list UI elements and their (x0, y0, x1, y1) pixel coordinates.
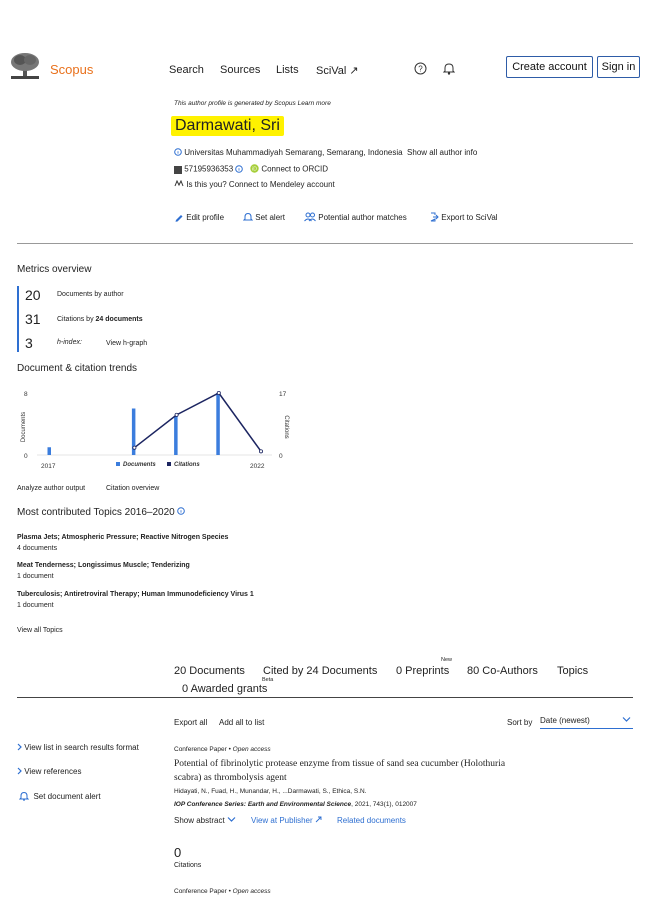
beta-badge: Beta (262, 677, 274, 683)
doc-details: , 2021, 743(1), 012007 (351, 801, 417, 808)
affiliation-row (174, 148, 477, 158)
info-icon (174, 148, 182, 158)
documents-bar (216, 393, 220, 455)
doc-type: Conference Paper (174, 746, 227, 753)
citations-point (175, 413, 178, 416)
scopus-brand[interactable]: Scopus (50, 62, 94, 77)
external-link-icon (315, 816, 322, 825)
documents-label: Documents by author (57, 291, 124, 298)
svg-text:iD: iD (252, 166, 257, 173)
chevron-right-icon (17, 743, 22, 753)
left-axis-max: 8 (24, 391, 28, 398)
set-alert-action[interactable]: Set alert (243, 212, 285, 224)
export-to-scival-action[interactable]: Export to SciVal (429, 212, 498, 224)
export-all-button[interactable]: Export all (174, 718, 208, 727)
elsevier-logo[interactable] (8, 52, 42, 80)
metrics-bar (17, 286, 19, 352)
tabs-divider (17, 697, 633, 698)
legend-citations-swatch (167, 462, 171, 466)
chevron-right-icon (17, 767, 22, 777)
add-all-to-list-button[interactable]: Add all to list (219, 718, 265, 727)
set-document-alert-link[interactable]: Set document alert (19, 791, 101, 803)
left-axis-label: Documents (21, 411, 27, 443)
author-id: 57195936353 (184, 164, 234, 174)
topic-item[interactable]: Meat Tenderness; Longissimus Muscle; Tenderizing 1 document (17, 562, 190, 580)
doc-journal: IOP Conference Series: Earth and Environmental Science (174, 801, 352, 808)
affiliation[interactable]: Universitas Muhammadiyah Semarang, Semarang, Indonesia (184, 148, 403, 158)
info-icon (235, 165, 243, 175)
chevron-down-icon (227, 816, 236, 825)
doc-type: Conference Paper (174, 888, 227, 895)
legend-documents-swatch (116, 462, 120, 466)
export-icon (429, 212, 439, 224)
show-abstract-button[interactable]: Show abstract (174, 816, 236, 825)
documents-count[interactable]: 20 (25, 287, 41, 303)
mendeley-row (174, 180, 335, 189)
citation-overview-link[interactable]: Citation overview (106, 485, 160, 492)
h-index-value: 3 (25, 335, 33, 351)
open-access-label: Open access (232, 746, 271, 753)
bell-icon (243, 212, 253, 224)
tab-co-authors[interactable]: 80 Co-Authors (467, 665, 538, 677)
id-badge-icon (174, 166, 182, 174)
doc-citations-label: Citations (174, 862, 202, 869)
bell-icon (19, 791, 29, 803)
citations-series-line (134, 393, 261, 451)
h-index-label: h-index: (57, 339, 82, 346)
tab-cited-by[interactable]: Cited by 24 Documents (263, 665, 378, 677)
doc-authors: Hidayati, N., Fuad, H., Munandar, H., ...Darmawati, S., Ethica, S.N. (174, 788, 367, 795)
citations-count[interactable]: 31 (25, 311, 41, 327)
sort-by-label: Sort by (507, 718, 533, 727)
documents-bar (174, 416, 178, 455)
view-h-graph-link[interactable]: View h-graph (106, 340, 148, 347)
chevron-down-icon (622, 716, 631, 725)
tab-awarded-grants[interactable]: 0 Awarded grants (182, 683, 268, 695)
x-tick-end: 2022 (250, 463, 265, 470)
doc-type-row: Conference Paper • Open access (174, 888, 271, 895)
open-access-label: Open access (232, 888, 271, 895)
analyze-author-output-link[interactable]: Analyze author output (17, 485, 86, 492)
citations-point (217, 391, 220, 394)
doc-source (174, 801, 417, 808)
potential-author-matches-action[interactable]: Potential author matches (304, 212, 407, 224)
tab-documents[interactable]: 20 Documents (174, 665, 245, 677)
learn-more-link[interactable]: Learn more (297, 100, 331, 107)
create-account-button[interactable]: Create account (506, 56, 593, 78)
topics-title: Most contributed Topics 2016–2020 (17, 507, 175, 519)
author-id-row (174, 164, 328, 175)
nav-lists[interactable]: Lists (276, 64, 299, 76)
view-at-publisher-link[interactable]: View at Publisher (251, 816, 322, 825)
right-axis-max: 17 (279, 391, 287, 398)
svg-text:?: ? (418, 64, 423, 74)
tab-topics[interactable]: Topics (557, 665, 589, 677)
topics-title-row (17, 507, 185, 518)
tab-preprints[interactable]: 0 Preprints (396, 665, 450, 677)
nav-sources[interactable]: Sources (220, 64, 261, 76)
citations-point (259, 450, 262, 453)
trends-title: Document & citation trends (17, 363, 138, 374)
new-badge: New (441, 657, 453, 663)
tree-logo-icon (8, 52, 42, 80)
left-axis-min: 0 (24, 453, 28, 460)
nav-scival[interactable]: SciVal ↗ (316, 65, 359, 77)
doc-title[interactable]: Potential of fibrinolytic protease enzyme from tissue of sand sea cucumber (Holothuria scabra) as thrombolysis agent (174, 759, 506, 783)
documents-bar (48, 447, 52, 455)
orcid-icon (250, 164, 259, 175)
legend-documents: Documents (123, 462, 156, 468)
doc-type-row: Conference Paper • Open access (174, 746, 271, 753)
nav-search[interactable]: Search (169, 64, 204, 76)
x-tick-start: 2017 (41, 463, 56, 470)
view-list-link[interactable]: View list in search results format (17, 743, 139, 753)
right-axis-min: 0 (279, 453, 283, 460)
people-icon (304, 212, 316, 224)
connect-orcid-link[interactable]: Connect to ORCID (261, 164, 329, 174)
legend-citations: Citations (174, 462, 200, 468)
author-name: Darmawati, Sri (171, 116, 284, 136)
bell-icon[interactable] (443, 62, 455, 80)
divider (17, 243, 633, 244)
sign-in-button[interactable]: Sign in (597, 56, 640, 78)
related-documents-link[interactable]: Related documents (337, 816, 406, 825)
view-all-topics-link[interactable]: View all Topics (17, 627, 63, 634)
citations-label: Citations by 24 documents (57, 316, 143, 323)
topic-item[interactable]: Plasma Jets; Atmospheric Pressure; Reactive Nitrogen Species 4 documents (17, 534, 229, 552)
metrics-title: Metrics overview (17, 264, 92, 275)
mendeley-link[interactable]: Is this you? Connect to Mendeley account (186, 180, 335, 189)
edit-profile-action[interactable]: Edit profile (174, 212, 224, 224)
help-icon[interactable] (414, 62, 427, 80)
citations-point (133, 446, 136, 449)
sort-select[interactable]: Date (newest) (540, 716, 633, 729)
pencil-icon (174, 212, 184, 224)
show-all-author-info-link[interactable]: Show all author info (407, 148, 478, 158)
info-icon[interactable] (177, 507, 185, 518)
mendeley-icon (174, 180, 184, 189)
generated-note: This author profile is generated by Scopus Learn more (174, 100, 331, 107)
right-axis-label: Citations (283, 415, 289, 439)
trend-chart (17, 384, 307, 474)
topic-item[interactable]: Tuberculosis; Antiretroviral Therapy; Human Immunodeficiency Virus 1 1 document (17, 591, 254, 609)
doc-citations-count[interactable]: 0 (174, 845, 182, 860)
view-references-link[interactable]: View references (17, 767, 81, 777)
